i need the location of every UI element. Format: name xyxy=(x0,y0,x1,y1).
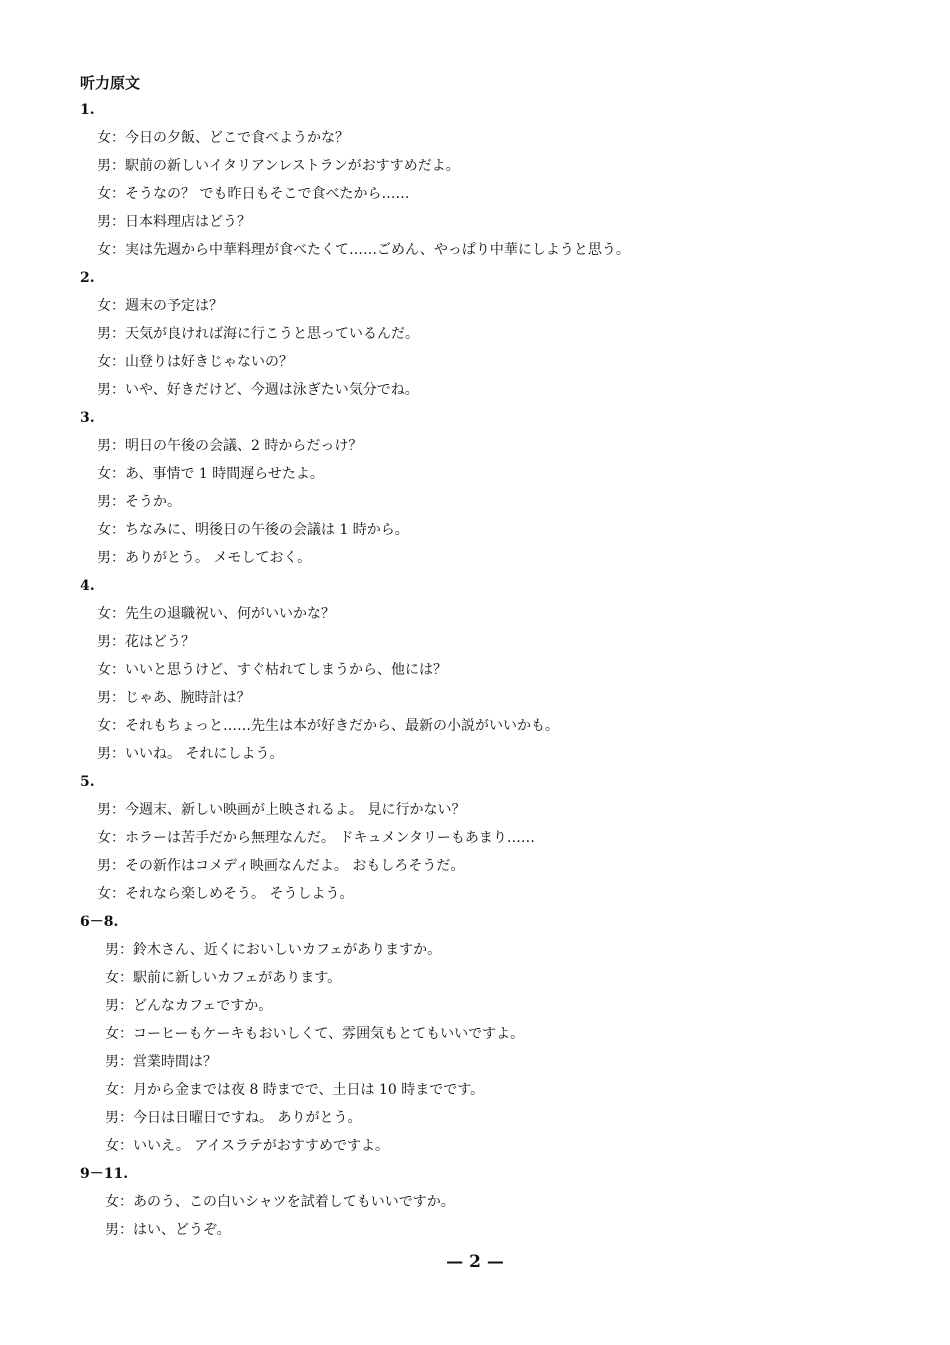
dialogue-text: それなら楽しめそう。 そうしよう。 xyxy=(125,886,354,902)
dialogue-line: 男：明日の午後の会議、2 時からだっけ？ xyxy=(97,438,363,454)
dialogue-text: いいね。 それにしよう。 xyxy=(125,746,284,762)
speaker-label: 女 xyxy=(97,298,111,314)
dialogue-text: ありがとう。 メモしておく。 xyxy=(125,550,312,566)
speaker-label: 女 xyxy=(105,970,119,986)
dialogue-text: 天気が良ければ海に行こうと思っているんだ。 xyxy=(125,326,419,342)
dialogue-line: 男：いや、好きだけど、今週は泳ぎたい気分でね。 xyxy=(97,382,419,398)
dialogue-line: 女：あ、事情で 1 時間遅らせたよ。 xyxy=(97,466,324,482)
dialogue-line: 男：花はどう？ xyxy=(97,634,195,650)
dialogue-line: 女：先生の退職祝い、何がいいかな？ xyxy=(97,606,335,622)
dialogue-text: じゃあ、腕時計は？ xyxy=(125,690,251,706)
dialogue-text: 駅前に新しいカフェがあります。 xyxy=(133,970,342,986)
speaker-label: 女 xyxy=(97,242,111,258)
speaker-label: 男 xyxy=(97,634,111,650)
dialogue-line: 女：ホラーは苦手だから無理なんだ。 ドキュメンタリーもあまり…… xyxy=(97,830,535,846)
dialogue-text: はい、どうぞ。 xyxy=(133,1222,231,1238)
dialogue-line: 女：ちなみに、明後日の午後の会議は 1 時から。 xyxy=(97,522,409,538)
dialogue-line: 男：ありがとう。 メモしておく。 xyxy=(97,550,312,566)
speaker-label: 男 xyxy=(105,998,119,1014)
dialogue-line: 女：あのう、この白いシャツを試着してもいいですか。 xyxy=(105,1194,455,1210)
dialogue-line: 男：そうか。 xyxy=(97,494,181,510)
speaker-label: 女 xyxy=(105,1138,119,1154)
dialogue-text: いや、好きだけど、今週は泳ぎたい気分でね。 xyxy=(125,382,419,398)
dialogue-text: あ、事情で 1 時間遅らせたよ。 xyxy=(125,466,324,482)
dialogue-line: 男：今日は日曜日ですね。 ありがとう。 xyxy=(105,1110,362,1126)
dialogue-text: 日本料理店はどう？ xyxy=(125,214,251,230)
section-number: 4. xyxy=(80,578,95,594)
speaker-label: 女 xyxy=(97,130,111,146)
dialogue-line: 男：どんなカフェですか。 xyxy=(105,998,273,1014)
dialogue-line: 女：月から金までは夜 8 時までで、土日は 10 時までです。 xyxy=(105,1082,485,1098)
speaker-label: 男 xyxy=(97,158,111,174)
section-number: 6－8. xyxy=(80,914,119,930)
dialogue-text: 今日の夕飯、どこで食べようかな？ xyxy=(125,130,349,146)
dialogue-line: 女：いいと思うけど、すぐ枯れてしまうから、他には？ xyxy=(97,662,447,678)
speaker-label: 男 xyxy=(97,494,111,510)
speaker-label: 男 xyxy=(97,746,111,762)
dialogue-text: 月から金までは夜 8 時までで、土日は 10 時までです。 xyxy=(133,1082,485,1098)
dialogue-text: コーヒーもケーキもおいしくて、雰囲気もとてもいいですよ。 xyxy=(133,1026,525,1042)
dialogue-line: 男：日本料理店はどう？ xyxy=(97,214,251,230)
speaker-label: 男 xyxy=(97,802,111,818)
dialogue-line: 男：いいね。 それにしよう。 xyxy=(97,746,284,762)
section-number: 2. xyxy=(80,270,95,286)
speaker-label: 男 xyxy=(105,1110,119,1126)
dialogue-line: 女：駅前に新しいカフェがあります。 xyxy=(105,970,342,986)
speaker-label: 女 xyxy=(105,1194,119,1210)
section-number: 5. xyxy=(80,774,95,790)
dialogue-text: 駅前の新しいイタリアンレストランがおすすめだよ。 xyxy=(125,158,460,174)
dialogue-text: 営業時間は？ xyxy=(133,1054,217,1070)
dialogue-text: 今日は日曜日ですね。 ありがとう。 xyxy=(133,1110,362,1126)
dialogue-text: 花はどう？ xyxy=(125,634,195,650)
speaker-label: 女 xyxy=(97,662,111,678)
dialogue-text: ちなみに、明後日の午後の会議は 1 時から。 xyxy=(125,522,409,538)
dialogue-text: その新作はコメディ映画なんだよ。 おもしろそうだ。 xyxy=(125,858,465,874)
speaker-label: 女 xyxy=(97,186,111,202)
dialogue-line: 女：そうなの？ でも昨日もそこで食べたから…… xyxy=(97,186,410,202)
dialogue-line: 男：営業時間は？ xyxy=(105,1054,217,1070)
page-title: 听力原文 xyxy=(80,74,141,92)
dialogue-line: 男：その新作はコメディ映画なんだよ。 おもしろそうだ。 xyxy=(97,858,465,874)
page-number: — 2 — xyxy=(446,1252,504,1272)
dialogue-line: 女：いいえ。 アイスラテがおすすめですよ。 xyxy=(105,1138,390,1154)
speaker-label: 男 xyxy=(105,1054,119,1070)
speaker-label: 男 xyxy=(105,942,119,958)
dialogue-line: 男：じゃあ、腕時計は？ xyxy=(97,690,251,706)
section-number: 1. xyxy=(80,102,95,118)
speaker-label: 女 xyxy=(105,1026,119,1042)
dialogue-text: 明日の午後の会議、2 時からだっけ？ xyxy=(125,438,363,454)
dialogue-text: 実は先週から中華料理が食べたくて……ごめん、やっぱり中華にしようと思う。 xyxy=(125,242,630,258)
speaker-label: 男 xyxy=(97,858,111,874)
dialogue-text: 週末の予定は？ xyxy=(125,298,223,314)
dialogue-text: いいえ。 アイスラテがおすすめですよ。 xyxy=(133,1138,390,1154)
dialogue-line: 男：天気が良ければ海に行こうと思っているんだ。 xyxy=(97,326,419,342)
dialogue-line: 女：今日の夕飯、どこで食べようかな？ xyxy=(97,130,349,146)
dialogue-text: どんなカフェですか。 xyxy=(133,998,273,1014)
speaker-label: 男 xyxy=(97,550,111,566)
speaker-label: 女 xyxy=(105,1082,119,1098)
dialogue-line: 女：実は先週から中華料理が食べたくて……ごめん、やっぱり中華にしようと思う。 xyxy=(97,242,630,258)
speaker-label: 女 xyxy=(97,886,111,902)
section-number: 3. xyxy=(80,410,95,426)
dialogue-text: それもちょっと……先生は本が好きだから、最新の小説がいいかも。 xyxy=(125,718,559,734)
speaker-label: 女 xyxy=(97,466,111,482)
speaker-label: 男 xyxy=(97,438,111,454)
dialogue-line: 男：はい、どうぞ。 xyxy=(105,1222,231,1238)
dialogue-line: 男：鈴木さん、近くにおいしいカフェがありますか。 xyxy=(105,942,442,958)
dialogue-text: そうか。 xyxy=(125,494,181,510)
dialogue-line: 女：山登りは好きじゃないの？ xyxy=(97,354,293,370)
section-number: 9－11. xyxy=(80,1166,129,1182)
dialogue-text: 今週末、新しい映画が上映されるよ。 見に行かない？ xyxy=(125,802,466,818)
dialogue-text: そうなの？ でも昨日もそこで食べたから…… xyxy=(125,186,410,202)
dialogue-line: 女：週末の予定は？ xyxy=(97,298,223,314)
dialogue-line: 男：今週末、新しい映画が上映されるよ。 見に行かない？ xyxy=(97,802,466,818)
speaker-label: 女 xyxy=(97,718,111,734)
speaker-label: 男 xyxy=(97,326,111,342)
speaker-label: 女 xyxy=(97,522,111,538)
dialogue-line: 女：それなら楽しめそう。 そうしよう。 xyxy=(97,886,354,902)
dialogue-line: 女：コーヒーもケーキもおいしくて、雰囲気もとてもいいですよ。 xyxy=(105,1026,525,1042)
speaker-label: 男 xyxy=(97,690,111,706)
dialogue-text: 鈴木さん、近くにおいしいカフェがありますか。 xyxy=(133,942,442,958)
dialogue-text: 山登りは好きじゃないの？ xyxy=(125,354,293,370)
dialogue-text: ホラーは苦手だから無理なんだ。 ドキュメンタリーもあまり…… xyxy=(125,830,535,846)
dialogue-line: 女：それもちょっと……先生は本が好きだから、最新の小説がいいかも。 xyxy=(97,718,559,734)
dialogue-text: 先生の退職祝い、何がいいかな？ xyxy=(125,606,335,622)
speaker-label: 男 xyxy=(97,382,111,398)
dialogue-text: あのう、この白いシャツを試着してもいいですか。 xyxy=(133,1194,455,1210)
dialogue-line: 男：駅前の新しいイタリアンレストランがおすすめだよ。 xyxy=(97,158,460,174)
speaker-label: 女 xyxy=(97,354,111,370)
speaker-label: 女 xyxy=(97,606,111,622)
speaker-label: 女 xyxy=(97,830,111,846)
speaker-label: 男 xyxy=(105,1222,119,1238)
speaker-label: 男 xyxy=(97,214,111,230)
dialogue-text: いいと思うけど、すぐ枯れてしまうから、他には？ xyxy=(125,662,447,678)
